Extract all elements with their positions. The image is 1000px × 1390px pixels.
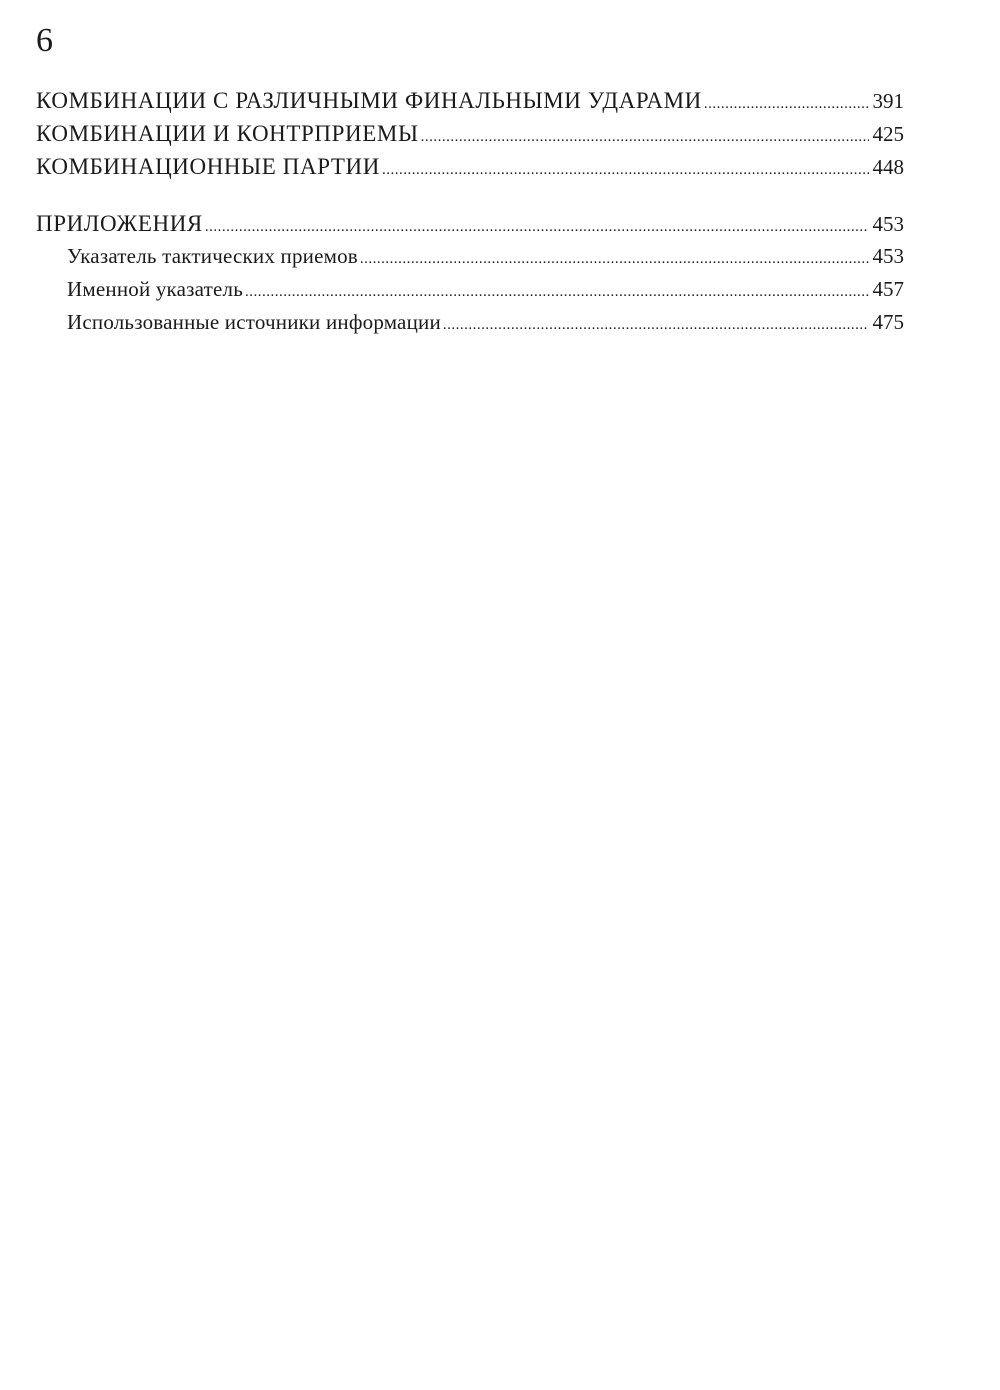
toc-dot-leader	[245, 277, 869, 302]
toc-entry-page: 453	[872, 244, 904, 268]
toc-subentry[interactable]	[36, 244, 904, 277]
toc-dot-leader	[443, 310, 869, 335]
toc-entry-title: ПРИЛОЖЕНИЯ	[36, 211, 203, 236]
toc-entry-page: 391	[872, 89, 904, 113]
toc-section-heading[interactable]	[36, 211, 904, 244]
toc-entry-title: КОМБИНАЦИИ С РАЗЛИЧНЫМИ ФИНАЛЬНЫМИ УДАРАМИ	[36, 88, 702, 113]
toc-entry-page: 475	[872, 310, 904, 334]
toc-group-appendices	[36, 211, 904, 343]
toc-entry-title: Использованные источники информации	[67, 310, 441, 334]
toc-entry-page: 448	[872, 155, 904, 179]
toc-entry-title: Именной указатель	[67, 277, 243, 301]
toc-subentry[interactable]	[36, 310, 904, 343]
toc-dot-leader	[704, 88, 869, 114]
toc-dot-leader	[360, 244, 869, 269]
toc-entry-page: 457	[872, 277, 904, 301]
toc-entry-page: 425	[872, 122, 904, 146]
toc-entry-title: КОМБИНАЦИИ И КОНТРПРИЕМЫ	[36, 121, 419, 146]
toc-group-main	[36, 88, 904, 187]
toc-subentry[interactable]	[36, 277, 904, 310]
table-of-contents	[36, 88, 904, 343]
toc-entry-page: 453	[872, 212, 904, 236]
toc-dot-leader	[205, 211, 869, 237]
toc-dot-leader	[421, 121, 869, 147]
toc-entry-title: Указатель тактических приемов	[67, 244, 358, 268]
toc-dot-leader	[382, 154, 869, 180]
toc-entry[interactable]	[36, 154, 904, 187]
toc-entry[interactable]	[36, 121, 904, 154]
page-number: 6	[36, 22, 53, 59]
toc-entry-title: КОМБИНАЦИОННЫЕ ПАРТИИ	[36, 154, 380, 179]
toc-entry[interactable]	[36, 88, 904, 121]
